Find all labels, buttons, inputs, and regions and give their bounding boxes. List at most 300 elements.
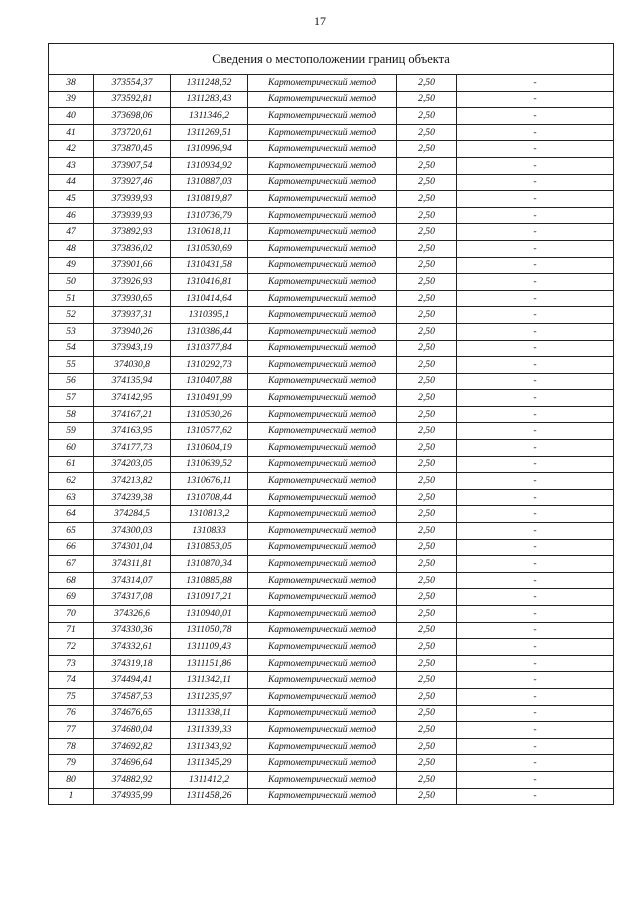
- precision-cell: 2,50: [397, 705, 457, 722]
- point-number-cell: 58: [49, 406, 94, 423]
- table-row: [49, 390, 614, 407]
- description-cell: -: [457, 672, 614, 689]
- y-coordinate-cell: 1310386,44: [171, 323, 248, 340]
- table-row: [49, 556, 614, 573]
- x-coordinate-cell: 373870,45: [94, 141, 171, 158]
- y-coordinate-cell: 1310833: [171, 523, 248, 540]
- table-row: [49, 539, 614, 556]
- description-cell: -: [457, 240, 614, 257]
- y-coordinate-cell: 1311235,97: [171, 688, 248, 705]
- table-row: [49, 788, 614, 805]
- x-coordinate-cell: 374311,81: [94, 556, 171, 573]
- y-coordinate-cell: 1310577,62: [171, 423, 248, 440]
- table-row: [49, 406, 614, 423]
- point-number-cell: 76: [49, 705, 94, 722]
- point-number-cell: 39: [49, 91, 94, 108]
- method-cell: Картометрический метод: [248, 406, 397, 423]
- precision-cell: 2,50: [397, 157, 457, 174]
- table-row: [49, 606, 614, 623]
- y-coordinate-cell: 1311343,92: [171, 738, 248, 755]
- x-coordinate-cell: 374326,6: [94, 606, 171, 623]
- precision-cell: 2,50: [397, 290, 457, 307]
- precision-cell: 2,50: [397, 141, 457, 158]
- point-number-cell: 79: [49, 755, 94, 772]
- table-row: [49, 639, 614, 656]
- table-row: [49, 124, 614, 141]
- description-cell: -: [457, 174, 614, 191]
- x-coordinate-cell: 374692,82: [94, 738, 171, 755]
- table-row: [49, 357, 614, 374]
- point-number-cell: 72: [49, 639, 94, 656]
- table-row: [49, 755, 614, 772]
- x-coordinate-cell: 374330,36: [94, 622, 171, 639]
- method-cell: Картометрический метод: [248, 705, 397, 722]
- method-cell: Картометрический метод: [248, 174, 397, 191]
- precision-cell: 2,50: [397, 722, 457, 739]
- precision-cell: 2,50: [397, 639, 457, 656]
- method-cell: Картометрический метод: [248, 771, 397, 788]
- point-number-cell: 51: [49, 290, 94, 307]
- method-cell: Картометрический метод: [248, 274, 397, 291]
- y-coordinate-cell: 1310530,69: [171, 240, 248, 257]
- x-coordinate-cell: 374167,21: [94, 406, 171, 423]
- description-cell: -: [457, 75, 614, 92]
- precision-cell: 2,50: [397, 506, 457, 523]
- table-row: [49, 672, 614, 689]
- y-coordinate-cell: 1311346,2: [171, 108, 248, 125]
- y-coordinate-cell: 1311269,51: [171, 124, 248, 141]
- precision-cell: 2,50: [397, 622, 457, 639]
- method-cell: Картометрический метод: [248, 738, 397, 755]
- method-cell: Картометрический метод: [248, 307, 397, 324]
- point-number-cell: 43: [49, 157, 94, 174]
- point-number-cell: 77: [49, 722, 94, 739]
- precision-cell: 2,50: [397, 91, 457, 108]
- x-coordinate-cell: 374163,95: [94, 423, 171, 440]
- description-cell: -: [457, 357, 614, 374]
- y-coordinate-cell: 1310940,01: [171, 606, 248, 623]
- y-coordinate-cell: 1311339,33: [171, 722, 248, 739]
- method-cell: Картометрический метод: [248, 323, 397, 340]
- y-coordinate-cell: 1310736,79: [171, 207, 248, 224]
- point-number-cell: 67: [49, 556, 94, 573]
- table-row: [49, 290, 614, 307]
- method-cell: Картометрический метод: [248, 655, 397, 672]
- table-title-row: [49, 44, 614, 75]
- point-number-cell: 78: [49, 738, 94, 755]
- description-cell: -: [457, 108, 614, 125]
- precision-cell: 2,50: [397, 357, 457, 374]
- y-coordinate-cell: 1311050,78: [171, 622, 248, 639]
- precision-cell: 2,50: [397, 556, 457, 573]
- table-row: [49, 456, 614, 473]
- method-cell: Картометрический метод: [248, 75, 397, 92]
- precision-cell: 2,50: [397, 688, 457, 705]
- y-coordinate-cell: 1310618,11: [171, 224, 248, 241]
- point-number-cell: 50: [49, 274, 94, 291]
- method-cell: Картометрический метод: [248, 440, 397, 457]
- table-row: [49, 373, 614, 390]
- description-cell: -: [457, 788, 614, 805]
- precision-cell: 2,50: [397, 257, 457, 274]
- description-cell: -: [457, 771, 614, 788]
- page-number: 17: [314, 14, 326, 28]
- description-cell: -: [457, 91, 614, 108]
- point-number-cell: 42: [49, 141, 94, 158]
- point-number-cell: 46: [49, 207, 94, 224]
- method-cell: Картометрический метод: [248, 207, 397, 224]
- y-coordinate-cell: 1310407,88: [171, 373, 248, 390]
- point-number-cell: 38: [49, 75, 94, 92]
- x-coordinate-cell: 374030,8: [94, 357, 171, 374]
- x-coordinate-cell: 374317,08: [94, 589, 171, 606]
- method-cell: Картометрический метод: [248, 340, 397, 357]
- point-number-cell: 59: [49, 423, 94, 440]
- y-coordinate-cell: 1310676,11: [171, 473, 248, 490]
- table-row: [49, 340, 614, 357]
- method-cell: Картометрический метод: [248, 423, 397, 440]
- table-row: [49, 423, 614, 440]
- table-row: [49, 506, 614, 523]
- method-cell: Картометрический метод: [248, 357, 397, 374]
- precision-cell: 2,50: [397, 788, 457, 805]
- y-coordinate-cell: 1310813,2: [171, 506, 248, 523]
- precision-cell: 2,50: [397, 108, 457, 125]
- x-coordinate-cell: 373836,02: [94, 240, 171, 257]
- table-row: [49, 157, 614, 174]
- point-number-cell: 63: [49, 489, 94, 506]
- y-coordinate-cell: 1310604,19: [171, 440, 248, 457]
- precision-cell: 2,50: [397, 423, 457, 440]
- precision-cell: 2,50: [397, 224, 457, 241]
- point-number-cell: 45: [49, 191, 94, 208]
- point-number-cell: 53: [49, 323, 94, 340]
- precision-cell: 2,50: [397, 771, 457, 788]
- description-cell: -: [457, 257, 614, 274]
- description-cell: -: [457, 572, 614, 589]
- y-coordinate-cell: 1310917,21: [171, 589, 248, 606]
- table-row: [49, 307, 614, 324]
- method-cell: Картометрический метод: [248, 639, 397, 656]
- table-row: [49, 141, 614, 158]
- point-number-cell: 54: [49, 340, 94, 357]
- x-coordinate-cell: 374301,04: [94, 539, 171, 556]
- precision-cell: 2,50: [397, 406, 457, 423]
- x-coordinate-cell: 373926,93: [94, 274, 171, 291]
- point-number-cell: 55: [49, 357, 94, 374]
- y-coordinate-cell: 1310885,88: [171, 572, 248, 589]
- precision-cell: 2,50: [397, 323, 457, 340]
- point-number-cell: 66: [49, 539, 94, 556]
- x-coordinate-cell: 373940,26: [94, 323, 171, 340]
- x-coordinate-cell: 374239,38: [94, 489, 171, 506]
- method-cell: Картометрический метод: [248, 755, 397, 772]
- precision-cell: 2,50: [397, 373, 457, 390]
- point-number-cell: 61: [49, 456, 94, 473]
- x-coordinate-cell: 373901,66: [94, 257, 171, 274]
- point-number-cell: 49: [49, 257, 94, 274]
- point-number-cell: 64: [49, 506, 94, 523]
- precision-cell: 2,50: [397, 390, 457, 407]
- point-number-cell: 74: [49, 672, 94, 689]
- x-coordinate-cell: 374142,95: [94, 390, 171, 407]
- precision-cell: 2,50: [397, 672, 457, 689]
- method-cell: Картометрический метод: [248, 688, 397, 705]
- table-row: [49, 257, 614, 274]
- description-cell: -: [457, 655, 614, 672]
- precision-cell: 2,50: [397, 174, 457, 191]
- y-coordinate-cell: 1310934,92: [171, 157, 248, 174]
- method-cell: Картометрический метод: [248, 390, 397, 407]
- method-cell: Картометрический метод: [248, 788, 397, 805]
- y-coordinate-cell: 1310819,87: [171, 191, 248, 208]
- method-cell: Картометрический метод: [248, 91, 397, 108]
- description-cell: -: [457, 406, 614, 423]
- method-cell: Картометрический метод: [248, 224, 397, 241]
- y-coordinate-cell: 1310292,73: [171, 357, 248, 374]
- table-row: [49, 224, 614, 241]
- point-number-cell: 40: [49, 108, 94, 125]
- x-coordinate-cell: 374935,99: [94, 788, 171, 805]
- y-coordinate-cell: 1311151,86: [171, 655, 248, 672]
- x-coordinate-cell: 373907,54: [94, 157, 171, 174]
- point-number-cell: 60: [49, 440, 94, 457]
- precision-cell: 2,50: [397, 572, 457, 589]
- table-row: [49, 688, 614, 705]
- description-cell: -: [457, 705, 614, 722]
- point-number-cell: 65: [49, 523, 94, 540]
- x-coordinate-cell: 373927,46: [94, 174, 171, 191]
- boundary-coordinates-table: [48, 43, 614, 805]
- y-coordinate-cell: 1311283,43: [171, 91, 248, 108]
- description-cell: -: [457, 157, 614, 174]
- table-row: [49, 722, 614, 739]
- precision-cell: 2,50: [397, 539, 457, 556]
- description-cell: -: [457, 440, 614, 457]
- method-cell: Картометрический метод: [248, 473, 397, 490]
- y-coordinate-cell: 1310639,52: [171, 456, 248, 473]
- table-row: [49, 738, 614, 755]
- description-cell: -: [457, 456, 614, 473]
- description-cell: -: [457, 307, 614, 324]
- description-cell: -: [457, 290, 614, 307]
- table-row: [49, 108, 614, 125]
- method-cell: Картометрический метод: [248, 373, 397, 390]
- precision-cell: 2,50: [397, 589, 457, 606]
- description-cell: -: [457, 274, 614, 291]
- table-row: [49, 75, 614, 92]
- method-cell: Картометрический метод: [248, 240, 397, 257]
- table-row: [49, 705, 614, 722]
- y-coordinate-cell: 1311458,26: [171, 788, 248, 805]
- point-number-cell: 62: [49, 473, 94, 490]
- method-cell: Картометрический метод: [248, 141, 397, 158]
- precision-cell: 2,50: [397, 124, 457, 141]
- table-row: [49, 771, 614, 788]
- description-cell: -: [457, 539, 614, 556]
- x-coordinate-cell: 374300,03: [94, 523, 171, 540]
- method-cell: Картометрический метод: [248, 290, 397, 307]
- point-number-cell: 69: [49, 589, 94, 606]
- method-cell: Картометрический метод: [248, 539, 397, 556]
- method-cell: Картометрический метод: [248, 124, 397, 141]
- method-cell: Картометрический метод: [248, 108, 397, 125]
- x-coordinate-cell: 373698,06: [94, 108, 171, 125]
- y-coordinate-cell: 1311342,11: [171, 672, 248, 689]
- y-coordinate-cell: 1310996,94: [171, 141, 248, 158]
- table-row: [49, 323, 614, 340]
- point-number-cell: 44: [49, 174, 94, 191]
- description-cell: -: [457, 390, 614, 407]
- method-cell: Картометрический метод: [248, 622, 397, 639]
- description-cell: -: [457, 556, 614, 573]
- description-cell: -: [457, 738, 614, 755]
- precision-cell: 2,50: [397, 340, 457, 357]
- description-cell: -: [457, 207, 614, 224]
- x-coordinate-cell: 374494,41: [94, 672, 171, 689]
- x-coordinate-cell: 373554,37: [94, 75, 171, 92]
- y-coordinate-cell: 1310416,81: [171, 274, 248, 291]
- precision-cell: 2,50: [397, 655, 457, 672]
- table-row: [49, 473, 614, 490]
- x-coordinate-cell: 373939,93: [94, 191, 171, 208]
- x-coordinate-cell: 374680,04: [94, 722, 171, 739]
- point-number-cell: 56: [49, 373, 94, 390]
- description-cell: -: [457, 606, 614, 623]
- description-cell: -: [457, 124, 614, 141]
- method-cell: Картометрический метод: [248, 523, 397, 540]
- point-number-cell: 75: [49, 688, 94, 705]
- precision-cell: 2,50: [397, 75, 457, 92]
- method-cell: Картометрический метод: [248, 589, 397, 606]
- x-coordinate-cell: 374676,65: [94, 705, 171, 722]
- point-number-cell: 48: [49, 240, 94, 257]
- description-cell: -: [457, 523, 614, 540]
- point-number-cell: 68: [49, 572, 94, 589]
- y-coordinate-cell: 1311248,52: [171, 75, 248, 92]
- x-coordinate-cell: 373939,93: [94, 207, 171, 224]
- method-cell: Картометрический метод: [248, 506, 397, 523]
- precision-cell: 2,50: [397, 440, 457, 457]
- table-row: [49, 440, 614, 457]
- x-coordinate-cell: 373592,81: [94, 91, 171, 108]
- x-coordinate-cell: 373892,93: [94, 224, 171, 241]
- x-coordinate-cell: 374882,92: [94, 771, 171, 788]
- method-cell: Картометрический метод: [248, 456, 397, 473]
- point-number-cell: 73: [49, 655, 94, 672]
- point-number-cell: 1: [49, 788, 94, 805]
- y-coordinate-cell: 1310870,34: [171, 556, 248, 573]
- description-cell: -: [457, 423, 614, 440]
- description-cell: -: [457, 722, 614, 739]
- description-cell: -: [457, 755, 614, 772]
- precision-cell: 2,50: [397, 274, 457, 291]
- x-coordinate-cell: 374319,18: [94, 655, 171, 672]
- x-coordinate-cell: 374696,64: [94, 755, 171, 772]
- x-coordinate-cell: 373930,65: [94, 290, 171, 307]
- method-cell: Картометрический метод: [248, 489, 397, 506]
- point-number-cell: 80: [49, 771, 94, 788]
- y-coordinate-cell: 1310377,84: [171, 340, 248, 357]
- y-coordinate-cell: 1311109,43: [171, 639, 248, 656]
- point-number-cell: 47: [49, 224, 94, 241]
- y-coordinate-cell: 1310887,03: [171, 174, 248, 191]
- table-title: Сведения о местоположении границ объекта: [49, 44, 614, 75]
- description-cell: -: [457, 224, 614, 241]
- method-cell: Картометрический метод: [248, 191, 397, 208]
- description-cell: -: [457, 639, 614, 656]
- x-coordinate-cell: 373937,31: [94, 307, 171, 324]
- point-number-cell: 52: [49, 307, 94, 324]
- method-cell: Картометрический метод: [248, 606, 397, 623]
- precision-cell: 2,50: [397, 456, 457, 473]
- method-cell: Картометрический метод: [248, 572, 397, 589]
- description-cell: -: [457, 506, 614, 523]
- description-cell: -: [457, 589, 614, 606]
- y-coordinate-cell: 1310530,26: [171, 406, 248, 423]
- table-row: [49, 174, 614, 191]
- y-coordinate-cell: 1310491,99: [171, 390, 248, 407]
- description-cell: -: [457, 323, 614, 340]
- point-number-cell: 71: [49, 622, 94, 639]
- x-coordinate-cell: 373720,61: [94, 124, 171, 141]
- table-row: [49, 274, 614, 291]
- x-coordinate-cell: 374284,5: [94, 506, 171, 523]
- y-coordinate-cell: 1311345,29: [171, 755, 248, 772]
- precision-cell: 2,50: [397, 523, 457, 540]
- table-row: [49, 523, 614, 540]
- x-coordinate-cell: 373943,19: [94, 340, 171, 357]
- method-cell: Картометрический метод: [248, 157, 397, 174]
- point-number-cell: 57: [49, 390, 94, 407]
- precision-cell: 2,50: [397, 489, 457, 506]
- precision-cell: 2,50: [397, 307, 457, 324]
- x-coordinate-cell: 374135,94: [94, 373, 171, 390]
- y-coordinate-cell: 1311338,11: [171, 705, 248, 722]
- table-row: [49, 91, 614, 108]
- description-cell: -: [457, 622, 614, 639]
- y-coordinate-cell: 1310414,64: [171, 290, 248, 307]
- description-cell: -: [457, 373, 614, 390]
- precision-cell: 2,50: [397, 755, 457, 772]
- table-row: [49, 572, 614, 589]
- table-row: [49, 622, 614, 639]
- method-cell: Картометрический метод: [248, 722, 397, 739]
- precision-cell: 2,50: [397, 606, 457, 623]
- precision-cell: 2,50: [397, 240, 457, 257]
- precision-cell: 2,50: [397, 473, 457, 490]
- x-coordinate-cell: 374203,05: [94, 456, 171, 473]
- x-coordinate-cell: 374177,73: [94, 440, 171, 457]
- precision-cell: 2,50: [397, 207, 457, 224]
- precision-cell: 2,50: [397, 191, 457, 208]
- method-cell: Картометрический метод: [248, 672, 397, 689]
- y-coordinate-cell: 1310431,58: [171, 257, 248, 274]
- point-number-cell: 41: [49, 124, 94, 141]
- description-cell: -: [457, 473, 614, 490]
- point-number-cell: 70: [49, 606, 94, 623]
- method-cell: Картометрический метод: [248, 257, 397, 274]
- table-row: [49, 191, 614, 208]
- x-coordinate-cell: 374314,07: [94, 572, 171, 589]
- description-cell: -: [457, 688, 614, 705]
- description-cell: -: [457, 191, 614, 208]
- x-coordinate-cell: 374587,53: [94, 688, 171, 705]
- x-coordinate-cell: 374213,82: [94, 473, 171, 490]
- y-coordinate-cell: 1311412,2: [171, 771, 248, 788]
- table-row: [49, 589, 614, 606]
- precision-cell: 2,50: [397, 738, 457, 755]
